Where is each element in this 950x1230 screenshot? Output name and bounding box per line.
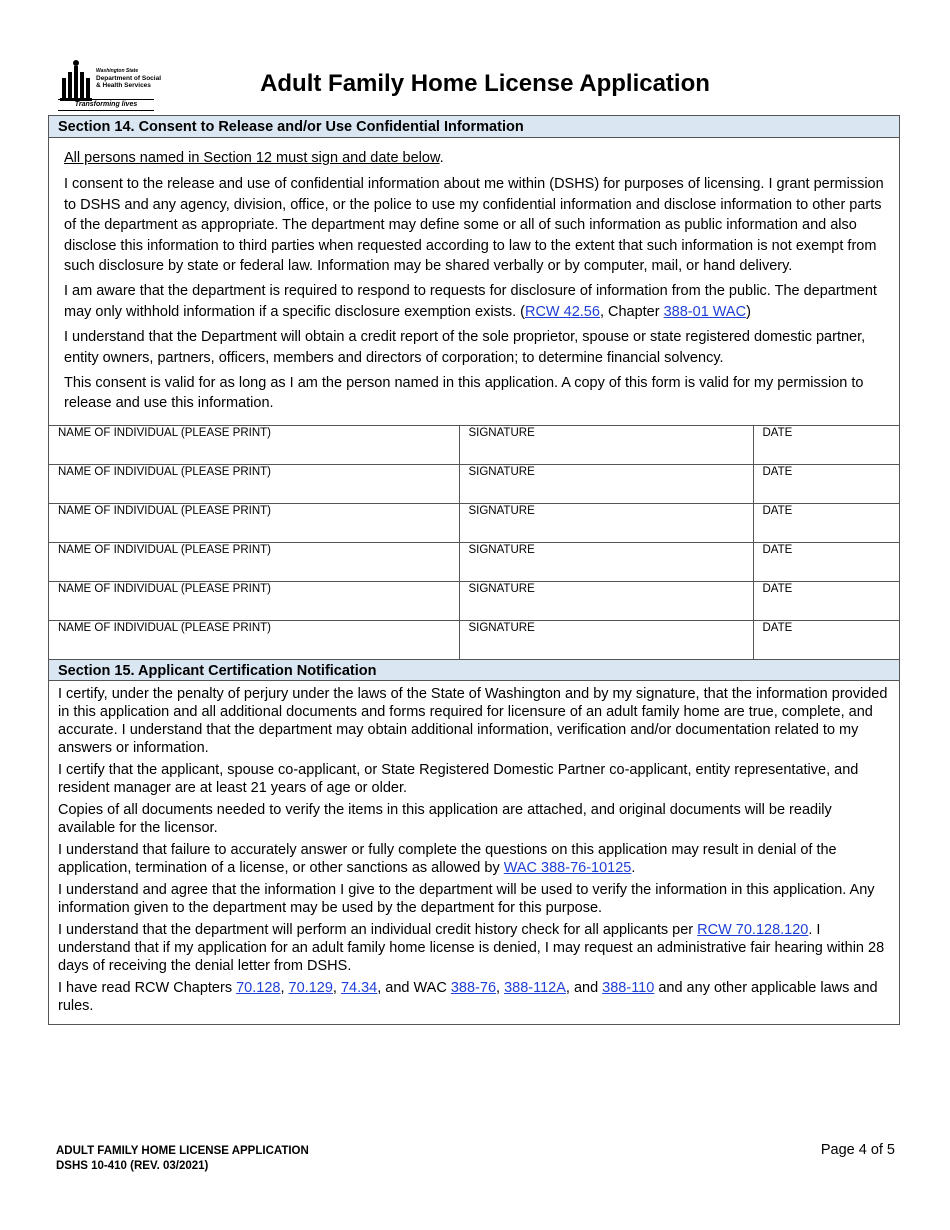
name-field[interactable] bbox=[49, 464, 459, 503]
signature-table bbox=[49, 425, 899, 660]
date-field[interactable] bbox=[753, 464, 899, 503]
consent-paragraph-4: This consent is valid for as long as I am the person named in this application. A copy of this form is valid for my permission to release and use this information. bbox=[64, 375, 864, 412]
certification-paragraph-6 bbox=[58, 921, 890, 975]
signature-row bbox=[49, 542, 899, 581]
name-field[interactable] bbox=[49, 581, 459, 620]
name-field[interactable] bbox=[49, 503, 459, 542]
rcw-70-128-120-link[interactable]: RCW 70.128.120 bbox=[697, 922, 809, 939]
name-field[interactable] bbox=[49, 620, 459, 659]
certification-paragraph-7 bbox=[58, 979, 890, 1015]
name-field-label: NAME OF INDIVIDUAL (PLEASE PRINT) bbox=[58, 465, 271, 478]
date-field[interactable] bbox=[753, 503, 899, 542]
signature-field-label: SIGNATURE bbox=[468, 543, 535, 556]
date-field[interactable] bbox=[753, 620, 899, 659]
signature-field-label: SIGNATURE bbox=[468, 504, 535, 517]
footer-form-number: DSHS 10-410 (REV. 03/2021) bbox=[56, 1160, 209, 1172]
page-number: Page 4 of 5 bbox=[820, 1142, 895, 1158]
signature-row bbox=[49, 464, 899, 503]
form-frame bbox=[48, 115, 900, 1025]
certification-paragraph-1: I certify, under the penalty of perjury under the laws of the State of Washington and by my signature, that the information provided in this application and all additional documents and forms required for licensure of an adult family home are true, complete, and accurate. I understand that the department may obtain additional information, verification and/or documentation related to my answers or information. bbox=[58, 686, 888, 757]
signature-field[interactable] bbox=[459, 542, 753, 581]
signature-field-label: SIGNATURE bbox=[468, 426, 535, 439]
para4-end: . bbox=[631, 860, 636, 877]
signature-field[interactable] bbox=[459, 425, 753, 464]
name-field-label: NAME OF INDIVIDUAL (PLEASE PRINT) bbox=[58, 504, 271, 517]
intro-underlined: All persons named in Section 12 must sign and date below bbox=[64, 150, 440, 166]
logo-tagline: Transforming lives bbox=[58, 99, 154, 108]
wac-388-76-10125-link[interactable]: WAC 388-76-10125 bbox=[503, 860, 632, 877]
para7-text: I have read RCW Chapters bbox=[58, 980, 237, 997]
para2-end: ) bbox=[746, 303, 751, 320]
section-14 bbox=[49, 116, 899, 659]
date-field-label: DATE bbox=[762, 582, 793, 595]
name-field[interactable] bbox=[49, 425, 459, 464]
certification-paragraph-4 bbox=[58, 841, 890, 877]
rcw-74-34-link[interactable]: 74.34 bbox=[340, 980, 378, 997]
consent-paragraph-2 bbox=[64, 281, 884, 322]
consent-paragraph-3: I understand that the Department will obtain a credit report of the sole proprietor, spouse or state registered domestic partner, entity owners, partners, officers, members and directors of corporation; to determine financial solvency. bbox=[64, 329, 866, 366]
section-15-body bbox=[49, 681, 899, 1024]
name-field-label: NAME OF INDIVIDUAL (PLEASE PRINT) bbox=[58, 543, 271, 556]
date-field-label: DATE bbox=[762, 465, 793, 478]
intro-end: . bbox=[439, 150, 444, 166]
para6-end: . I understand that if my application for an adult family home license is denied, I may request an administrative fair hearing within 28 days of receiving the denial letter from DSHS. bbox=[58, 922, 885, 975]
wac-388-76-link[interactable]: 388-76 bbox=[450, 980, 497, 997]
para7-end: and any other applicable laws and rules. bbox=[58, 980, 878, 1015]
logo-dept-line2: & Health Services bbox=[96, 82, 151, 89]
section-14-body bbox=[49, 138, 899, 425]
signature-row bbox=[49, 425, 899, 464]
signature-row bbox=[49, 620, 899, 659]
certification-paragraph-2: I certify that the applicant, spouse co-applicant, or State Registered Domestic Partner co-applicant, entity representative, and resident manager are at least 21 years of age or older. bbox=[58, 762, 859, 797]
name-field-label: NAME OF INDIVIDUAL (PLEASE PRINT) bbox=[58, 582, 271, 595]
section-15 bbox=[49, 659, 899, 1024]
section-14-heading: Section 14. Consent to Release and/or Use Confidential Information bbox=[49, 116, 899, 138]
rcw-70-128-link[interactable]: 70.128 bbox=[236, 980, 281, 997]
para7-sep3: , bbox=[496, 980, 505, 997]
section-15-heading: Section 15. Applicant Certification Notification bbox=[49, 659, 899, 681]
footer-form-info bbox=[56, 1144, 309, 1174]
signature-row bbox=[49, 581, 899, 620]
date-field[interactable] bbox=[753, 581, 899, 620]
para4-text: I understand that failure to accurately answer or fully complete the questions on this application may result in denial of the application, termination of a license, or other sanctions as allowed by bbox=[58, 842, 837, 877]
consent-paragraph-1: I consent to the release and use of confidential information about me within (DSHS) for purposes of licensing. I grant permission to DSHS and any agency, division, office, or the police to use my confidential information and disclose information to other parts of the department as appropriate. The department may define some or all of such information as public information and also disclose this information to third parties when requested according to law to the extent that such information is not exempt from such disclosure by state or federal law. Information may be shared verbally or by computer, mail, or hand delivery. bbox=[64, 176, 884, 275]
signature-row bbox=[49, 503, 899, 542]
name-field-label: NAME OF INDIVIDUAL (PLEASE PRINT) bbox=[58, 426, 271, 439]
date-field-label: DATE bbox=[762, 426, 793, 439]
signature-field[interactable] bbox=[459, 581, 753, 620]
para2-mid: , Chapter bbox=[599, 303, 664, 320]
para7-sep1: , bbox=[280, 980, 289, 997]
para7-sep2: , bbox=[332, 980, 341, 997]
signature-field-label: SIGNATURE bbox=[468, 465, 535, 478]
date-field-label: DATE bbox=[762, 621, 793, 634]
signature-field[interactable] bbox=[459, 620, 753, 659]
date-field[interactable] bbox=[753, 542, 899, 581]
name-field-label: NAME OF INDIVIDUAL (PLEASE PRINT) bbox=[58, 621, 271, 634]
date-field-label: DATE bbox=[762, 504, 793, 517]
rcw-70-129-link[interactable]: 70.129 bbox=[288, 980, 333, 997]
document-title: Adult Family Home License Application bbox=[260, 70, 710, 97]
date-field[interactable] bbox=[753, 425, 899, 464]
logo-text bbox=[96, 68, 161, 89]
para2-text: I am aware that the department is required to respond to requests for disclosure of information from the public. The department may only withhold information if a specific disclosure exemption exists. ( bbox=[64, 283, 877, 320]
signature-field[interactable] bbox=[459, 464, 753, 503]
date-field-label: DATE bbox=[762, 543, 793, 556]
section-14-intro bbox=[64, 148, 884, 168]
name-field[interactable] bbox=[49, 542, 459, 581]
para7-sep4: , and bbox=[565, 980, 603, 997]
logo-dept-line1: Department of Social bbox=[96, 75, 162, 82]
para6-text: I understand that the department will perform an individual credit history check for all applicants per bbox=[58, 922, 698, 939]
certification-paragraph-3: Copies of all documents needed to verify the items in this application are attached, and original documents will be readily available for the licensor. bbox=[58, 802, 832, 837]
signature-field-label: SIGNATURE bbox=[468, 582, 535, 595]
wac-388-01-link[interactable]: 388-01 WAC bbox=[663, 303, 747, 320]
certification-paragraph-5: I understand and agree that the information I give to the department will be used to verify the information in this application. Any information given to the department may be used by the department for this purpose. bbox=[58, 882, 875, 917]
wac-388-112a-link[interactable]: 388-112A bbox=[504, 980, 566, 997]
footer-form-title: ADULT FAMILY HOME LICENSE APPLICATION bbox=[56, 1145, 309, 1157]
signature-field[interactable] bbox=[459, 503, 753, 542]
signature-field-label: SIGNATURE bbox=[468, 621, 535, 634]
wac-388-110-link[interactable]: 388-110 bbox=[602, 980, 655, 997]
rcw-42-56-link[interactable]: RCW 42.56 bbox=[524, 303, 600, 320]
logo-state: Washington State bbox=[96, 68, 139, 74]
para7-mid: , and WAC bbox=[377, 980, 451, 997]
